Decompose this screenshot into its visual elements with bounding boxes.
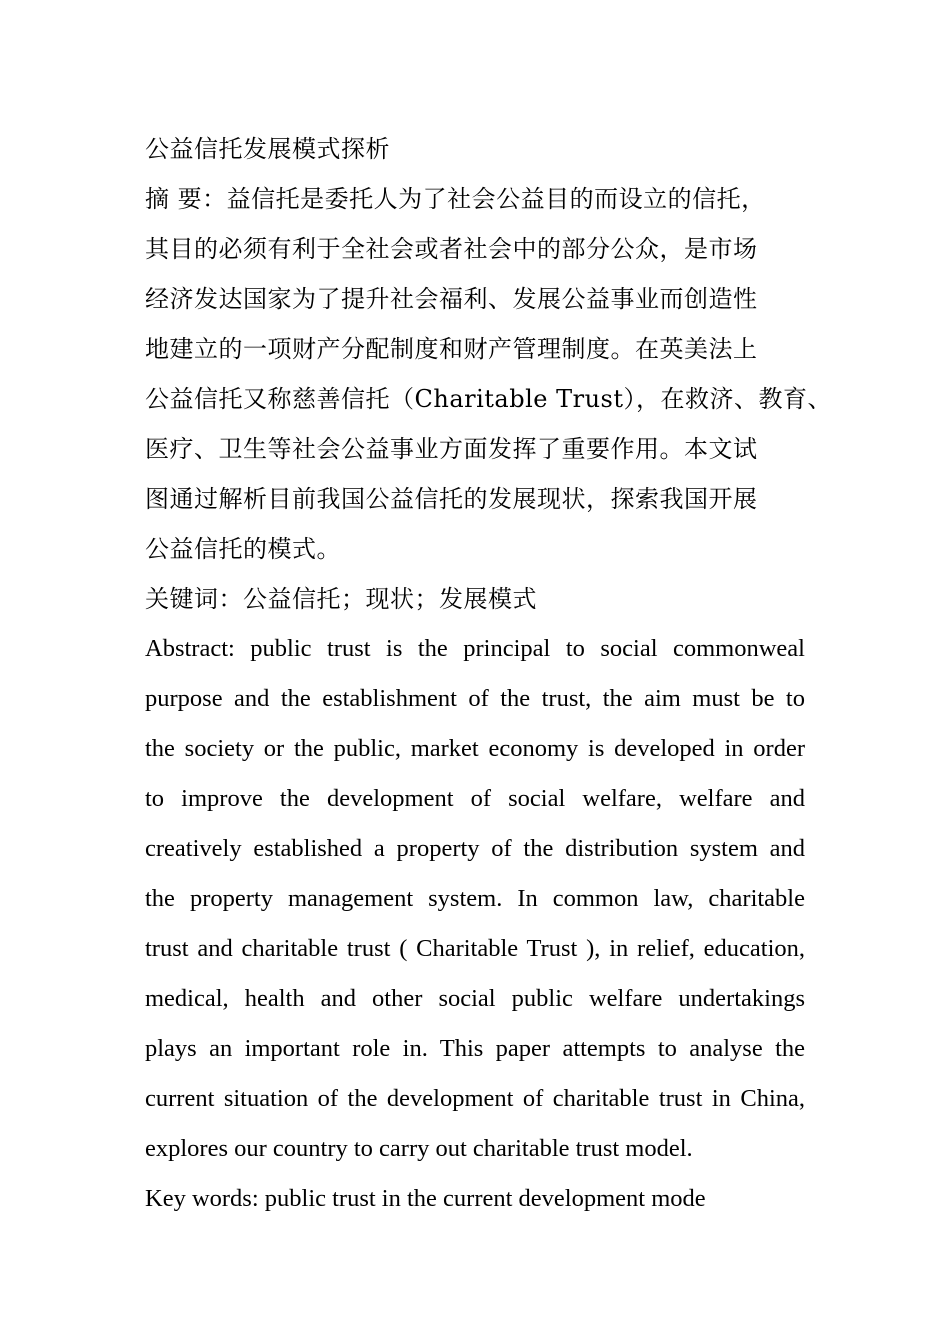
chinese-abstract-line: 公益信托又称慈善信托（Charitable Trust），在救济、教育、 — [145, 385, 832, 413]
chinese-abstract-line: 公益信托的模式。 — [145, 535, 341, 563]
chinese-abstract — [145, 174, 832, 574]
english-abstract-line: Abstract: public trust is the principal to social commonweal — [145, 635, 805, 662]
chinese-keywords: 关键词：公益信托；现状；发展模式 — [145, 585, 537, 613]
english-abstract-line: the property management system. In common law, charitable — [145, 885, 805, 912]
english-abstract-line: purpose and the establishment of the trust, the aim must be to — [145, 685, 805, 712]
chinese-abstract-line: 图通过解析目前我国公益信托的发展现状，探索我国开展 — [145, 485, 758, 513]
chinese-abstract-line: 经济发达国家为了提升社会福利、发展公益事业而创造性 — [145, 285, 758, 313]
chinese-abstract-line: 地建立的一项财产分配制度和财产管理制度。在英美法上 — [145, 335, 758, 363]
english-abstract-line: creatively established a property of the distribution system and — [145, 835, 805, 862]
english-abstract-line: the society or the public, market economy is developed in order — [145, 735, 805, 762]
english-abstract-line: plays an important role in. This paper attempts to analyse the — [145, 1035, 805, 1062]
document-content — [145, 124, 832, 1224]
chinese-abstract-line: 其目的必须有利于全社会或者社会中的部分公众，是市场 — [145, 235, 758, 263]
english-abstract-line: explores our country to carry out charitable trust model. — [145, 1135, 693, 1162]
english-keywords: Key words: public trust in the current development mode — [145, 1185, 706, 1212]
english-abstract-line: to improve the development of social welfare, welfare and — [145, 785, 805, 812]
english-abstract-line: trust and charitable trust ( Charitable Trust ), in relief, education, — [145, 935, 805, 962]
english-abstract — [145, 624, 805, 1174]
chinese-abstract-line: 摘 要：益信托是委托人为了社会公益目的而设立的信托， — [145, 185, 766, 213]
document-title: 公益信托发展模式探析 — [145, 135, 390, 163]
chinese-abstract-line: 医疗、卫生等社会公益事业方面发挥了重要作用。本文试 — [145, 435, 758, 463]
english-abstract-line: current situation of the development of charitable trust in China, — [145, 1085, 805, 1112]
english-abstract-line: medical, health and other social public welfare undertakings — [145, 985, 805, 1012]
